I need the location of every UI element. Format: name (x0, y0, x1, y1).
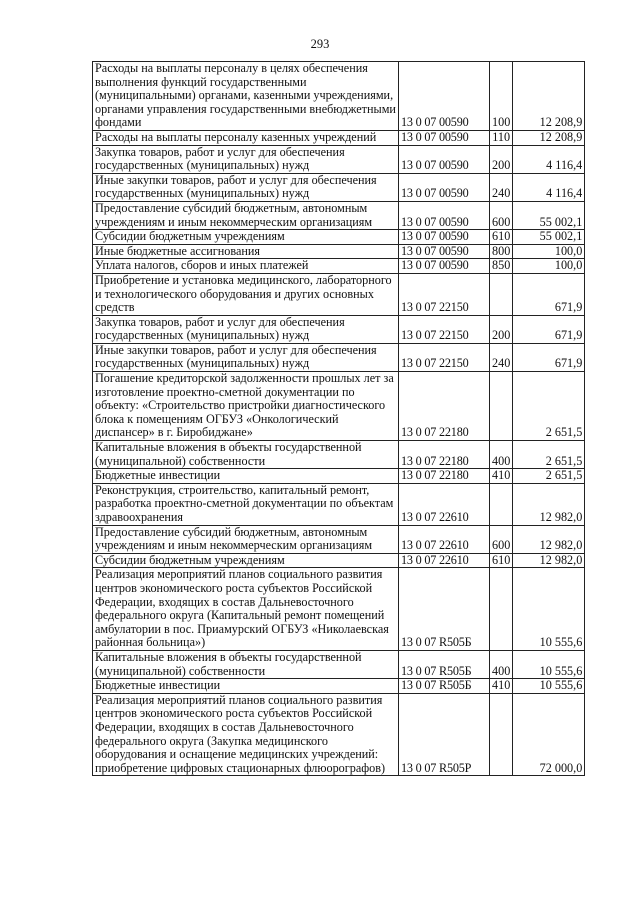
target-code-cell: 13 0 07 00590 (399, 145, 490, 173)
item-name-cell: Бюджетные инвестиции (93, 679, 399, 694)
page-number: 293 (310, 37, 330, 51)
amount-cell: 72 000,0 (513, 693, 585, 776)
amount-cell: 12 208,9 (513, 130, 585, 145)
table-row (93, 62, 585, 131)
amount-cell: 100,0 (513, 244, 585, 259)
expense-type-cell (490, 693, 513, 776)
table-row (93, 273, 585, 315)
table-row (93, 679, 585, 694)
budget-table-body (93, 62, 585, 776)
expense-type-cell: 110 (490, 130, 513, 145)
expense-type-cell: 400 (490, 441, 513, 469)
expense-type-cell: 240 (490, 173, 513, 201)
table-row (93, 525, 585, 553)
item-name-cell: Иные закупки товаров, работ и услуг для обеспечения государственных (муниципальных) нужд (93, 343, 399, 371)
item-name-cell: Капитальные вложения в объекты государственной (муниципальной) собственности (93, 650, 399, 678)
item-name-cell: Расходы на выплаты персоналу казенных учреждений (93, 130, 399, 145)
item-name-cell: Уплата налогов, сборов и иных платежей (93, 259, 399, 274)
item-name-cell: Закупка товаров, работ и услуг для обеспечения государственных (муниципальных) нужд (93, 315, 399, 343)
amount-cell: 2 651,5 (513, 441, 585, 469)
amount-cell: 2 651,5 (513, 469, 585, 484)
target-code-cell: 13 0 07 R505Б (399, 650, 490, 678)
table-row (93, 441, 585, 469)
table-row (93, 244, 585, 259)
expense-type-cell: 410 (490, 469, 513, 484)
expense-type-cell: 400 (490, 650, 513, 678)
item-name-cell: Реализация мероприятий планов социального развития центров экономического роста субъектов Российской Федерации, входящих в состав Дальневосточного федерального округа (Капитальный ремонт помещений амбулатории в пос. Приамурский ОГБУЗ «Николаевская районная больница») (93, 568, 399, 651)
amount-cell: 55 002,1 (513, 201, 585, 229)
amount-cell: 671,9 (513, 273, 585, 315)
amount-cell: 12 982,0 (513, 483, 585, 525)
expense-type-cell: 200 (490, 145, 513, 173)
expense-type-cell: 800 (490, 244, 513, 259)
expense-type-cell: 410 (490, 679, 513, 694)
target-code-cell: 13 0 07 22610 (399, 483, 490, 525)
table-row (93, 173, 585, 201)
expense-type-cell: 610 (490, 230, 513, 245)
amount-cell: 4 116,4 (513, 173, 585, 201)
target-code-cell: 13 0 07 22180 (399, 469, 490, 484)
item-name-cell: Расходы на выплаты персоналу в целях обеспечения выполнения функций государственными (муниципальными) органами, казенными учреждениями, органами управления государственными внебюджетными фондами (93, 62, 399, 131)
target-code-cell: 13 0 07 22180 (399, 372, 490, 441)
item-name-cell: Предоставление субсидий бюджетным, автономным учреждениям и иным некоммерческим организациям (93, 525, 399, 553)
amount-cell: 671,9 (513, 343, 585, 371)
amount-cell: 4 116,4 (513, 145, 585, 173)
target-code-cell: 13 0 07 22180 (399, 441, 490, 469)
table-row (93, 315, 585, 343)
item-name-cell: Приобретение и установка медицинского, лабораторного и технологического оборудования и других основных средств (93, 273, 399, 315)
table-row (93, 469, 585, 484)
item-name-cell: Капитальные вложения в объекты государственной (муниципальной) собственности (93, 441, 399, 469)
expense-type-cell: 600 (490, 201, 513, 229)
item-name-cell: Субсидии бюджетным учреждениям (93, 230, 399, 245)
table-row (93, 230, 585, 245)
expense-type-cell: 600 (490, 525, 513, 553)
item-name-cell: Реализация мероприятий планов социального развития центров экономического роста субъектов Российской Федерации, входящих в состав Дальневосточного федерального округа (Закупка медицинского оборудования и оснащение медицинских учреждений: приобретение цифровых стационарных флюорографов) (93, 693, 399, 776)
item-name-cell: Иные закупки товаров, работ и услуг для обеспечения государственных (муниципальных) нужд (93, 173, 399, 201)
expense-type-cell: 200 (490, 315, 513, 343)
target-code-cell: 13 0 07 00590 (399, 173, 490, 201)
amount-cell: 12 982,0 (513, 553, 585, 568)
amount-cell: 55 002,1 (513, 230, 585, 245)
amount-cell: 12 208,9 (513, 62, 585, 131)
target-code-cell: 13 0 07 00590 (399, 201, 490, 229)
target-code-cell: 13 0 07 22150 (399, 273, 490, 315)
amount-cell: 12 982,0 (513, 525, 585, 553)
amount-cell: 100,0 (513, 259, 585, 274)
target-code-cell: 13 0 07 R505Б (399, 679, 490, 694)
table-row (93, 568, 585, 651)
table-row (93, 372, 585, 441)
item-name-cell: Закупка товаров, работ и услуг для обеспечения государственных (муниципальных) нужд (93, 145, 399, 173)
table-row (93, 130, 585, 145)
amount-cell: 10 555,6 (513, 679, 585, 694)
expense-type-cell: 100 (490, 62, 513, 131)
amount-cell: 10 555,6 (513, 650, 585, 678)
item-name-cell: Бюджетные инвестиции (93, 469, 399, 484)
target-code-cell: 13 0 07 00590 (399, 62, 490, 131)
table-row (93, 650, 585, 678)
item-name-cell: Предоставление субсидий бюджетным, автономным учреждениям и иным некоммерческим организациям (93, 201, 399, 229)
target-code-cell: 13 0 07 22610 (399, 553, 490, 568)
item-name-cell: Погашение кредиторской задолженности прошлых лет за изготовление проектно-сметной документации по объекту: «Строительство пристройки диагностического блока к помещениям ОГБУЗ «Онкологический диспансер» в г. Биробиджане» (93, 372, 399, 441)
target-code-cell: 13 0 07 22150 (399, 315, 490, 343)
item-name-cell: Реконструкция, строительство, капитальный ремонт, разработка проектно-сметной документации по объектам здравоохранения (93, 483, 399, 525)
expense-type-cell (490, 483, 513, 525)
target-code-cell: 13 0 07 00590 (399, 244, 490, 259)
target-code-cell: 13 0 07 R505Р (399, 693, 490, 776)
expense-type-cell: 850 (490, 259, 513, 274)
target-code-cell: 13 0 07 00590 (399, 130, 490, 145)
table-row (93, 259, 585, 274)
table-row (93, 483, 585, 525)
budget-table (92, 61, 585, 776)
expense-type-cell (490, 568, 513, 651)
amount-cell: 671,9 (513, 315, 585, 343)
table-row (93, 343, 585, 371)
target-code-cell: 13 0 07 22610 (399, 525, 490, 553)
expense-type-cell: 610 (490, 553, 513, 568)
expense-type-cell (490, 273, 513, 315)
item-name-cell: Субсидии бюджетным учреждениям (93, 553, 399, 568)
table-row (93, 553, 585, 568)
target-code-cell: 13 0 07 00590 (399, 259, 490, 274)
expense-type-cell (490, 372, 513, 441)
target-code-cell: 13 0 07 R505Б (399, 568, 490, 651)
target-code-cell: 13 0 07 22150 (399, 343, 490, 371)
amount-cell: 10 555,6 (513, 568, 585, 651)
table-row (93, 693, 585, 776)
target-code-cell: 13 0 07 00590 (399, 230, 490, 245)
expense-type-cell: 240 (490, 343, 513, 371)
table-row (93, 201, 585, 229)
table-row (93, 145, 585, 173)
item-name-cell: Иные бюджетные ассигнования (93, 244, 399, 259)
amount-cell: 2 651,5 (513, 372, 585, 441)
